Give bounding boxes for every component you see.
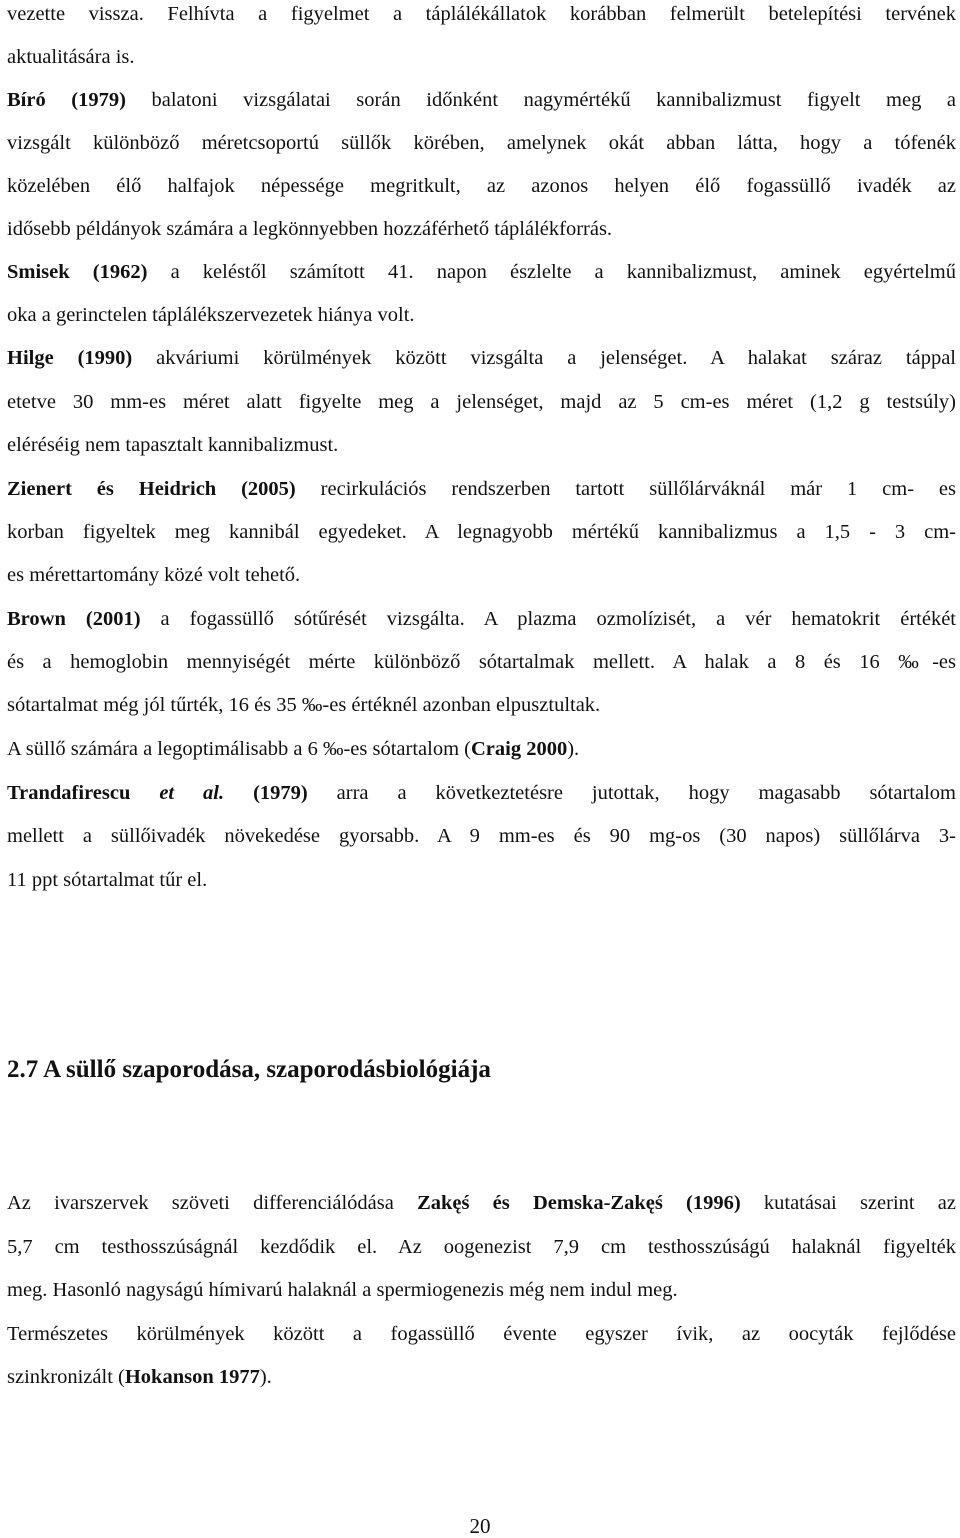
text-run: szinkronizált ( [7,1366,125,1388]
text-run: akváriumi körülmények között vizsgálta a jelenséget. A halakat száraz táppal [132,347,956,369]
bold-citation: Brown (2001) [7,608,141,630]
text-run: korban figyeltek meg kannibál egyedeket. A legnagyobb mértékű kannibalizmus a 1,5 - 3 cm- [7,521,956,543]
text-line [7,45,956,69]
bold-citation: Bíró (1979) [7,89,126,111]
text-line [7,781,956,805]
text-run: ). [567,738,580,760]
text-line [7,737,956,761]
text-line [7,824,956,848]
text-line [7,650,956,674]
text-run: eléréséig nem tapasztalt kannibalizmust. [7,434,339,456]
text-line [7,477,956,501]
text-run: a fogassüllő sótűrését vizsgálta. A plazma ozmolízisét, a vér hematokrit értékét [140,608,956,630]
text-run: 11 ppt sótartalmat tűr el. [7,869,208,891]
bold-citation: (1979) [224,782,308,804]
text-run: oka a gerinctelen táplálékszervezetek hiánya volt. [7,304,415,326]
text-run: 5,7 cm testhosszúságnál kezdődik el. Az oogenezist 7,9 cm testhosszúságú halaknál figyelték [7,1236,956,1258]
text-line [7,1235,956,1259]
bold-citation: Craig 2000 [470,738,568,760]
text-run: sótartalmat még jól tűrték, 16 és 35 ‰-es értéknél azonban elpusztultak. [7,694,601,716]
text-line [7,217,956,241]
text-run: balatoni vizsgálatai során időnként nagymértékű kannibalizmust figyelt meg a [125,89,956,111]
text-run: közelében élő halfajok népessége megritkult, az azonos helyen élő fogassüllő ivadék az [7,175,956,197]
text-run: vizsgált különböző méretcsoportú süllők körében, amelynek okát abban látta, hogy a tófenék [7,132,956,154]
text-run: kutatásai szerint az [740,1192,957,1214]
bold-citation: et al. [159,782,225,804]
bold-citation: Hokanson 1977 [124,1366,260,1388]
text-line [7,260,956,284]
text-line [7,1191,956,1215]
text-line [7,346,956,370]
text-line [7,433,956,457]
text-line [7,868,956,892]
text-run: recirkulációs rendszerben tartott süllőlárváknál már 1 cm- es [295,478,956,500]
bold-citation: Zakęś és Demska-Zakęś (1996) [417,1192,741,1214]
page-number: 20 [469,1514,491,1538]
bold-citation: Hilge (1990) [7,347,133,369]
text-line [7,693,956,717]
bold-citation: Smisek (1962) [7,261,148,283]
section-heading: 2.7 A süllő szaporodása, szaporodásbiológiája [7,1056,491,1083]
text-run: idősebb példányok számára a legkönnyebben hozzáférhető táplálékforrás. [7,218,613,240]
text-run: Természetes körülmények között a fogassüllő évente egyszer ívik, az oocyták fejlődése [7,1323,956,1345]
text-line [7,88,956,112]
text-line [7,174,956,198]
bold-citation: Trandafirescu [7,782,160,804]
text-line [7,1365,956,1389]
text-run: aktualitására is. [7,46,135,68]
text-run: Az ivarszervek szöveti differenciálódása [7,1192,418,1214]
text-line [7,520,956,544]
text-line [7,1278,956,1302]
text-line [7,563,956,587]
bold-citation: Zienert és Heidrich (2005) [7,478,296,500]
text-run: arra a következtetésre jutottak, hogy magasabb sótartalom [307,782,956,804]
text-run: vezette vissza. Felhívta a figyelmet a táplálékállatok korábban felmerült betelepítési tervének [7,3,956,25]
text-line [7,2,956,26]
text-run: és a hemoglobin mennyiségét mérte különböző sótartalmak mellett. A halak a 8 és 16 ‰-es [7,651,956,673]
text-line [7,1322,956,1346]
text-line [7,607,956,631]
text-run: etetve 30 mm-es méret alatt figyelte meg a jelenséget, majd az 5 cm-es méret (1,2 g testsúly) [7,391,956,413]
text-run: ). [259,1366,272,1388]
text-line [7,390,956,414]
text-run: meg. Hasonló nagyságú hímivarú halaknál a spermiogenezis még nem indul meg. [7,1279,678,1301]
text-run: es mérettartomány közé volt tehető. [7,564,301,586]
text-run: A süllő számára a legoptimálisabb a 6 ‰-es sótartalom ( [7,738,471,760]
text-line [7,303,956,327]
text-run: mellett a süllőivadék növekedése gyorsabb. A 9 mm-es és 90 mg-os (30 napos) süllőlárva 3- [7,825,956,847]
text-line [7,131,956,155]
text-run: a keléstől számított 41. napon észlelte a kannibalizmust, aminek egyértelmű [147,261,956,283]
